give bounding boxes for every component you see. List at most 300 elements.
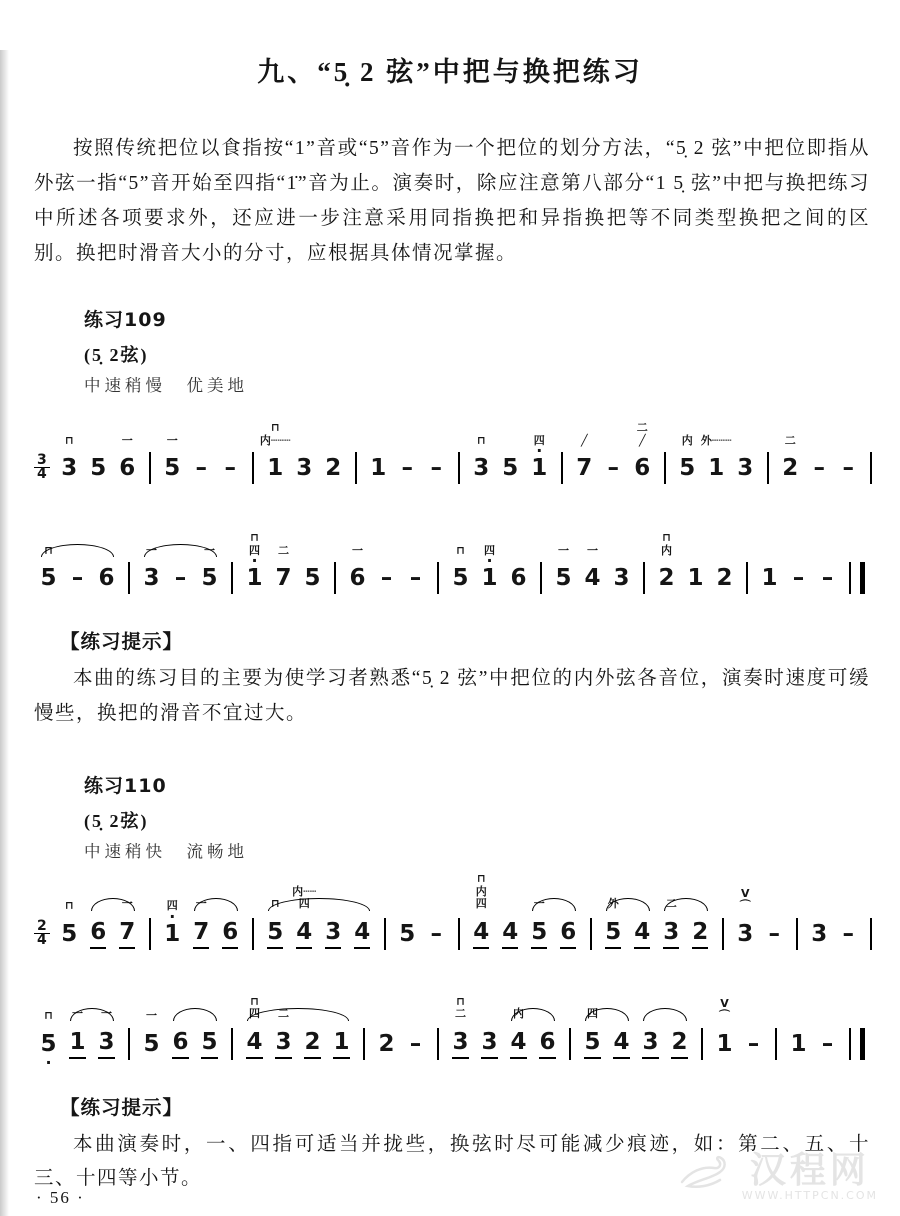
- note-digit: 6: [222, 920, 238, 949]
- octave-dot-low: [487, 1059, 493, 1068]
- barline: [796, 918, 798, 950]
- note-digit: 5: [531, 920, 547, 949]
- barline: [231, 562, 233, 594]
- slur-group: [63, 979, 121, 1068]
- barline: [437, 1028, 439, 1060]
- slur-group: [525, 869, 583, 958]
- octave-dot-low: [713, 483, 719, 492]
- note-digit: –: [195, 455, 207, 482]
- note-annotations: 四: [484, 543, 495, 557]
- barline: [722, 918, 724, 950]
- note-digit: 5: [399, 920, 416, 947]
- note: [805, 405, 834, 492]
- exercise-110-tempo: 中速稍快 流畅地: [84, 841, 248, 861]
- note-digit: 7: [119, 920, 135, 949]
- measure: [364, 405, 451, 492]
- octave-dot-low: [198, 483, 204, 492]
- octave-dot-low: [751, 1059, 757, 1068]
- hint-text-109: 本曲的练习目的主要为使学习者熟悉“5̣ 2 弦”中把位的内外弦各音位，演奏时速度可缓慢些，换把的滑音不宜过大。: [34, 668, 870, 724]
- note: [34, 515, 63, 602]
- note-group: [784, 981, 842, 1068]
- note-digit: 6: [172, 1030, 188, 1059]
- octave-dot-low: [301, 949, 307, 958]
- slur-group: [34, 515, 121, 602]
- octave-dot-low: [771, 949, 777, 958]
- note: [681, 515, 710, 602]
- note-digit: 2: [304, 1030, 320, 1059]
- octave-dot-low: [384, 593, 390, 602]
- slur-group: [187, 869, 245, 958]
- note: [216, 405, 245, 492]
- octave-dot-low: [207, 1059, 213, 1068]
- note-digit: 4: [473, 920, 489, 949]
- slur-group: [657, 869, 715, 958]
- measure: [570, 405, 657, 492]
- measure: [467, 869, 583, 958]
- note: [327, 979, 356, 1068]
- note-digit: 5: [164, 455, 181, 482]
- slur-group: [261, 869, 377, 958]
- note: [393, 871, 422, 958]
- octave-dot-high: ·: [536, 441, 543, 461]
- octave-dot-low: [610, 949, 616, 958]
- octave-dot-low: [639, 949, 645, 958]
- note-annotations: ⊓ 内 四: [475, 872, 487, 911]
- note: [784, 515, 813, 602]
- note-annotations: ⊓: [44, 543, 53, 557]
- barline: [458, 452, 460, 484]
- note-digit: –: [607, 455, 619, 482]
- note-digit: 1: [761, 565, 778, 592]
- note-digit: 5: [502, 455, 519, 482]
- octave-dot-low: [825, 1059, 831, 1068]
- note-group: [372, 981, 430, 1068]
- note: [158, 871, 187, 958]
- note-digit: 1: [246, 565, 263, 592]
- barline: [128, 562, 130, 594]
- note: [34, 981, 63, 1072]
- note-annotations: V ⌒: [719, 996, 730, 1023]
- note: [63, 979, 92, 1068]
- note-digit: 3: [613, 565, 630, 592]
- note-group: [549, 515, 636, 602]
- note: [348, 869, 377, 958]
- note: [496, 869, 525, 958]
- note-annotations: 一: [204, 543, 215, 557]
- barline: [128, 1028, 130, 1060]
- octave-dot-low: [95, 949, 101, 958]
- note-digit: 6: [539, 1030, 555, 1059]
- note: [636, 979, 665, 1068]
- slur-group: [599, 869, 657, 958]
- octave-dot-low: [207, 593, 213, 602]
- note-annotations: 二 ╱: [636, 421, 648, 447]
- measure: [343, 515, 430, 602]
- note-digit: 5: [304, 565, 321, 592]
- note: [739, 981, 768, 1068]
- barline: [561, 452, 563, 484]
- note: [216, 869, 245, 958]
- note-annotations: 二: [665, 897, 677, 911]
- note-digit: 4: [296, 920, 312, 949]
- note-digit: 1: [267, 455, 284, 482]
- barline: [252, 452, 254, 484]
- octave-dot-high: ·: [251, 551, 258, 571]
- note: [290, 869, 319, 958]
- octave-dot-low: [227, 949, 233, 958]
- note-digit: 3: [143, 565, 160, 592]
- page-number: · 56 ·: [36, 1188, 85, 1207]
- note-digit: 3: [325, 920, 341, 949]
- note-digit: 3: [296, 455, 313, 482]
- note-group: [240, 515, 327, 602]
- measure: [446, 515, 533, 602]
- note: [187, 869, 216, 958]
- note-digit: 6: [98, 565, 115, 592]
- octave-dot-low: [404, 483, 410, 492]
- watermark-site-name: 汉程网: [749, 1150, 870, 1190]
- note-annotations: 一: [533, 897, 545, 911]
- note-group: [393, 871, 451, 958]
- note: [813, 515, 842, 602]
- measure: [137, 979, 224, 1068]
- octave-dot-low: [281, 593, 287, 602]
- note-digit: 4: [502, 920, 518, 949]
- note: [92, 515, 121, 602]
- note: [319, 405, 348, 492]
- note: [269, 979, 298, 1068]
- octave-dot-low: [722, 593, 728, 602]
- note-digit: 1: [333, 1030, 349, 1059]
- measure: [731, 871, 789, 958]
- note-annotations: ⊓: [270, 897, 280, 911]
- hint-text-110: 本曲演奏时，一、四指可适当并拢些，换弦时尽可能减少痕迹，如：第二、五、十三、十四等小节。: [34, 1133, 870, 1189]
- note-group: [364, 405, 451, 492]
- barline: [355, 452, 357, 484]
- note-annotations: ⊓: [476, 433, 486, 447]
- octave-dot-low: [581, 483, 587, 492]
- octave-dot-low: [516, 593, 522, 602]
- note: [113, 869, 142, 958]
- octave-dot-low: [610, 483, 616, 492]
- exercise-109-tempo: 中速稍慢 优美地: [84, 376, 248, 396]
- note-digit: 4: [613, 1030, 629, 1059]
- note-digit: 5: [143, 1030, 160, 1057]
- barline: [149, 452, 151, 484]
- note-annotations: ⊓ 四: [249, 994, 260, 1021]
- octave-dot-low: [75, 1059, 81, 1068]
- note: [298, 979, 327, 1068]
- music-line-110-1: [34, 870, 900, 958]
- note: [269, 515, 298, 602]
- slur-group: [84, 869, 142, 958]
- note: [755, 515, 784, 602]
- note: [467, 405, 496, 492]
- note: [401, 981, 430, 1068]
- octave-dot-low: [507, 949, 513, 958]
- note-digit: –: [813, 455, 825, 482]
- barline: [870, 452, 872, 484]
- note: [92, 979, 121, 1068]
- note-digit: 7: [576, 455, 593, 482]
- note-group: [137, 981, 166, 1068]
- exercise-110-label: 练习110: [84, 774, 167, 797]
- barline: [334, 562, 336, 594]
- note: [166, 979, 195, 1068]
- octave-dot-low: [66, 949, 72, 958]
- note-digit: –: [821, 1030, 834, 1057]
- scan-edge-shadow: [0, 50, 9, 1216]
- measure: [55, 405, 142, 492]
- note-annotations: 四: [587, 1007, 598, 1021]
- measure: [755, 515, 842, 602]
- barline: [437, 562, 439, 594]
- note-digit: 3: [473, 455, 490, 482]
- octave-dot-low: [178, 593, 184, 602]
- note-digit: 1: [481, 565, 498, 592]
- measure: [261, 869, 377, 958]
- note: [158, 405, 187, 492]
- note-digit: 5: [555, 565, 572, 592]
- note: [673, 405, 702, 492]
- note: [240, 515, 269, 602]
- barline: [569, 1028, 571, 1060]
- note: [834, 871, 863, 958]
- slur-group: [166, 979, 224, 1068]
- measure: [158, 405, 245, 492]
- barline: [590, 918, 592, 950]
- note-annotations: 一: [101, 1007, 112, 1021]
- note-annotations: 内: [681, 433, 693, 447]
- note-annotations: 一: [72, 1007, 83, 1021]
- octave-dot-low: [46, 593, 52, 602]
- note-digit: 6: [560, 920, 576, 949]
- note: [731, 871, 760, 958]
- note-annotations: 二: [278, 543, 289, 557]
- note-digit: 5: [40, 1030, 57, 1057]
- note-group: [55, 871, 84, 958]
- measure: [240, 979, 356, 1068]
- note-digit: –: [401, 455, 413, 482]
- octave-dot-low: [619, 593, 625, 602]
- note: [84, 405, 113, 492]
- slur-group: [504, 979, 562, 1068]
- note-digit: 3: [737, 455, 754, 482]
- octave-dot-low: [825, 593, 831, 602]
- octave-dot-low: [310, 1059, 316, 1068]
- octave-dot-low: [178, 1059, 184, 1068]
- note: [137, 981, 166, 1068]
- octave-dot-low: [281, 1059, 287, 1068]
- octave-dot-low: [536, 483, 542, 492]
- note: [525, 405, 554, 492]
- octave-dot-low: [668, 949, 674, 958]
- note-group: [731, 871, 789, 958]
- octave-dot-low: [124, 483, 130, 492]
- note-annotations: ⊓: [456, 543, 465, 557]
- note-group: [755, 515, 842, 602]
- note-group: [776, 405, 863, 492]
- time-signature: 2 4: [34, 920, 50, 947]
- note-digit: –: [430, 455, 442, 482]
- octave-dot-low: [75, 593, 81, 602]
- measure: [446, 979, 562, 1068]
- note: [261, 405, 290, 492]
- octave-dot-low: [796, 1059, 802, 1068]
- note-digit: 7: [193, 920, 209, 949]
- note: [364, 405, 393, 492]
- note-digit: –: [768, 920, 780, 947]
- note-digit: 3: [642, 1030, 658, 1059]
- note-group: [158, 871, 187, 958]
- note-digit: 5: [584, 1030, 600, 1059]
- octave-dot-low: [590, 1059, 596, 1068]
- note-annotations: ⊓ 四: [249, 531, 260, 557]
- note: [628, 405, 657, 492]
- note: [446, 515, 475, 602]
- note-group: [158, 405, 245, 492]
- note: [525, 869, 554, 958]
- note: [702, 405, 731, 492]
- note-digit: 5: [267, 920, 283, 949]
- note-group: [343, 515, 430, 602]
- octave-dot-low: [359, 949, 365, 958]
- note-digit: –: [224, 455, 236, 482]
- note-group: [710, 981, 768, 1068]
- note-group: [261, 405, 348, 492]
- barline: [252, 918, 254, 950]
- note-annotations: ⊓ 内: [661, 531, 672, 557]
- note: [372, 981, 401, 1068]
- octave-dot-low: [516, 1059, 522, 1068]
- note-digit: 4: [510, 1030, 526, 1059]
- note-digit: 4: [584, 565, 601, 592]
- note-digit: 3: [61, 455, 78, 482]
- measure: [55, 869, 142, 958]
- note-group: [446, 515, 533, 602]
- time-signature: 3 4: [34, 454, 50, 481]
- octave-dot-low: [487, 593, 493, 602]
- barline: [775, 1028, 777, 1060]
- final-barline: [849, 1028, 865, 1060]
- octave-dot-low: [339, 1059, 345, 1068]
- measure: [158, 869, 245, 958]
- note-annotations: ⊓ 内┄┄┄: [259, 421, 291, 447]
- exercise-109-label: 练习109: [84, 309, 167, 332]
- measure: [805, 871, 863, 958]
- note-annotations: 一: [558, 543, 569, 557]
- note-digit: –: [842, 920, 854, 947]
- note-digit: 3: [737, 920, 754, 947]
- note-annotations: 一: [121, 897, 133, 911]
- note: [710, 515, 739, 602]
- note: [599, 869, 628, 958]
- note-digit: –: [409, 565, 422, 592]
- octave-dot-low: [301, 483, 307, 492]
- note-digit: 7: [275, 565, 292, 592]
- barline: [870, 918, 872, 950]
- note-digit: 2: [658, 565, 675, 592]
- note-annotations: ⊓: [44, 1009, 53, 1023]
- octave-dot-low: [252, 1059, 258, 1068]
- note-digit: 1: [790, 1030, 807, 1057]
- note: [137, 515, 166, 602]
- note-digit: 6: [510, 565, 527, 592]
- octave-dot-low: [413, 1059, 419, 1068]
- note: [195, 515, 224, 602]
- note: [554, 869, 583, 958]
- octave-dot-low: [507, 483, 513, 492]
- note-annotations: ⊓: [64, 433, 74, 447]
- measure: [372, 981, 430, 1068]
- note-digit: 3: [481, 1030, 497, 1059]
- note: [55, 405, 84, 492]
- note: [760, 871, 789, 958]
- note: [422, 871, 451, 958]
- note: [657, 869, 686, 958]
- octave-dot-low: [272, 949, 278, 958]
- note-digit: 3: [663, 920, 679, 949]
- measure: [34, 979, 121, 1072]
- note-annotations: 一: [352, 543, 363, 557]
- measure: [599, 869, 715, 958]
- music-line-109-2: [34, 514, 900, 602]
- note-digit: 3: [811, 920, 828, 947]
- note-group: [446, 979, 504, 1068]
- octave-dot-low: [124, 949, 130, 958]
- octave-dot-low: [104, 593, 110, 602]
- octave-dot-low: [619, 1059, 625, 1068]
- note-digit: 6: [634, 455, 651, 482]
- note: [401, 515, 430, 602]
- note: [607, 515, 636, 602]
- note: [805, 871, 834, 958]
- note: [504, 515, 533, 602]
- note-digit: –: [821, 565, 834, 592]
- note: [319, 869, 348, 958]
- barline: [746, 562, 748, 594]
- note: [710, 981, 739, 1068]
- measure: [549, 515, 636, 602]
- measure: [710, 981, 768, 1068]
- note-digit: 3: [452, 1030, 468, 1059]
- octave-dot-low: [384, 1059, 390, 1068]
- measure: [776, 405, 863, 492]
- octave-dot-low: [433, 483, 439, 492]
- note-group: [34, 981, 63, 1072]
- barline: [643, 562, 645, 594]
- note: [261, 869, 290, 958]
- octave-dot-low: [227, 483, 233, 492]
- barline: [540, 562, 542, 594]
- exercise-109-tuning: (5̣ 2弦): [84, 345, 149, 366]
- measure: [652, 515, 739, 602]
- intro-paragraph: 按照传统把位以食指按“1”音或“5”音作为一个把位的划分方法，“5̣ 2 弦”中把位即指从外弦一指“5”音开始至四指“1̇”音为止。演奏时，除应注意第八部分“1 5̣ 弦”中把与换把练习中所述各项要求外，还应进一步注意采用同指换把和异指换把等不同类型换把之间的区别。换把时滑音大小的分寸，应根据具体情况掌握。: [34, 138, 870, 265]
- note-annotations: 一: [121, 433, 133, 447]
- note-digit: 4: [634, 920, 650, 949]
- swan-logo-icon: [676, 1152, 734, 1201]
- octave-dot-low: [330, 949, 336, 958]
- measure: [784, 981, 842, 1068]
- note-annotations: ╱: [580, 433, 588, 447]
- note-annotations: 四: [166, 899, 178, 913]
- note: [652, 515, 681, 602]
- octave-dot-low: [787, 483, 793, 492]
- octave-dot-low: [816, 483, 822, 492]
- slur-group: [636, 979, 694, 1068]
- note-digit: 5: [452, 565, 469, 592]
- octave-dot-low: [742, 483, 748, 492]
